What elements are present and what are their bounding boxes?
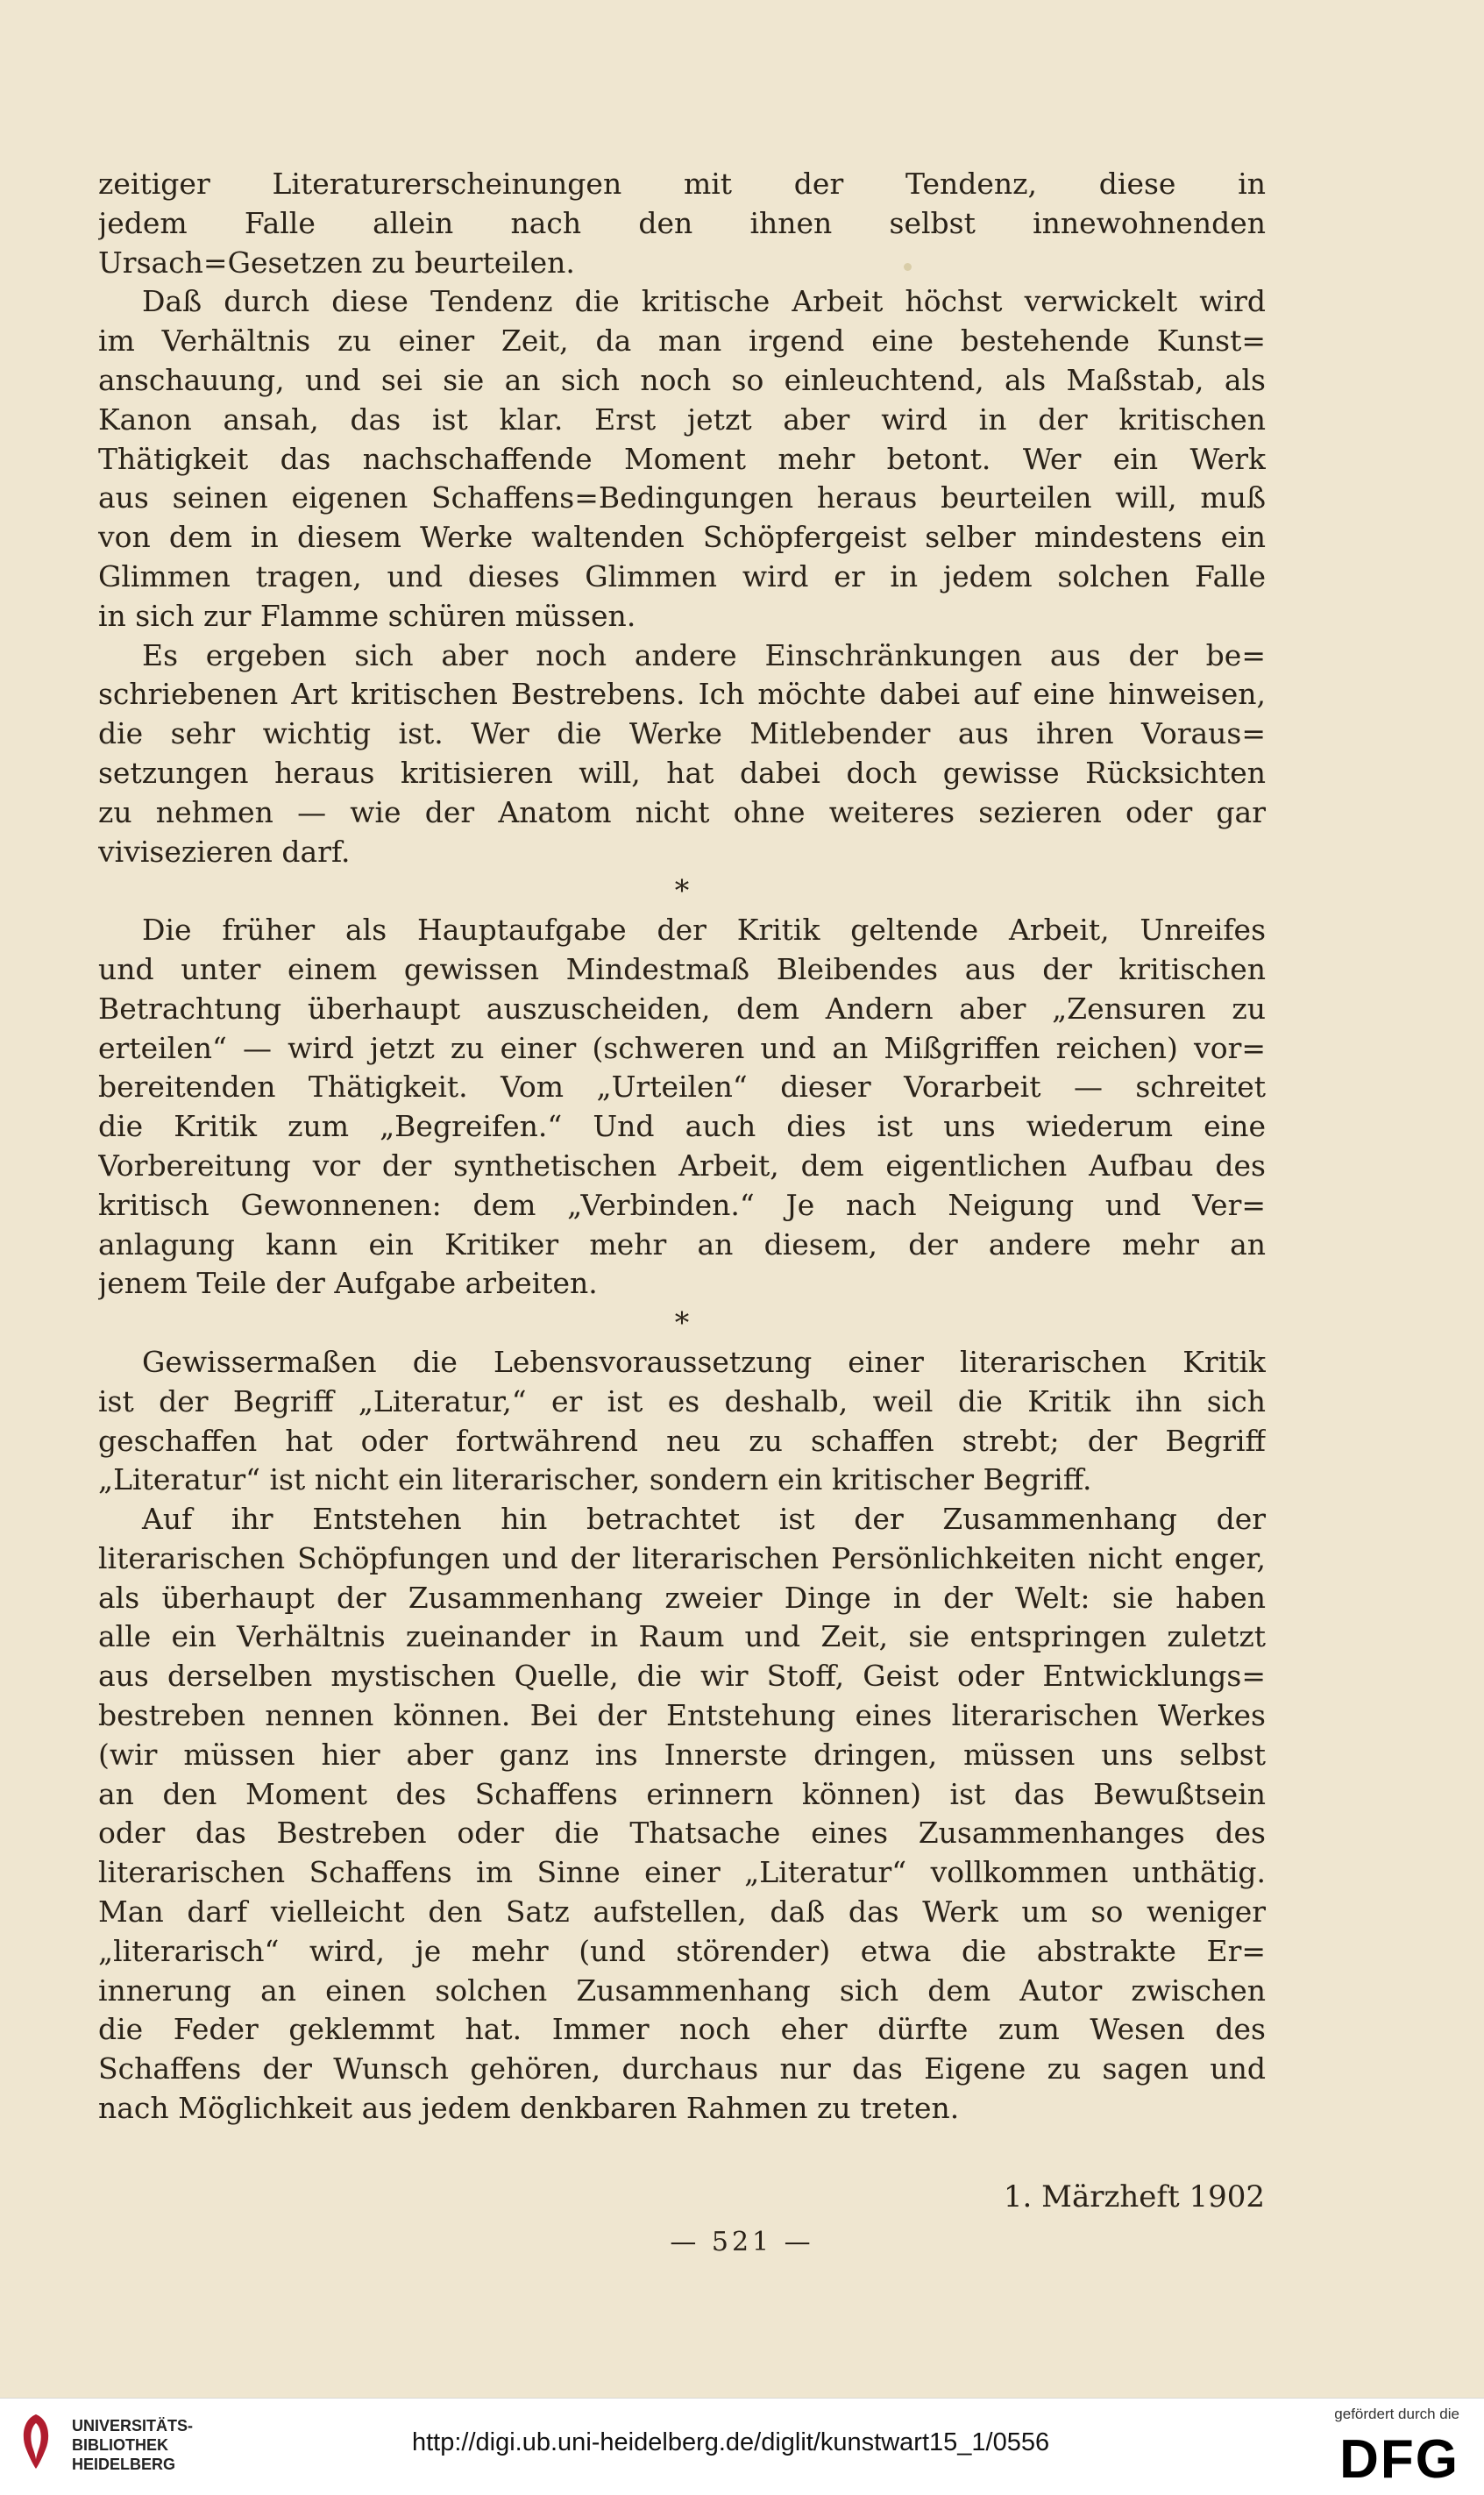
text-line: in sich zur Flamme schüren müssen.	[98, 598, 636, 633]
text-line: kritisch Gewonnenen: dem „Verbinden.“ Je nach Neigung und Ver=	[98, 1187, 1266, 1222]
text-line: die sehr wichtig ist. Wer die Werke Mitlebender aus ihren Voraus=	[98, 716, 1266, 751]
text-line: von dem in diesem Werke waltenden Schöpfergeist selber mindestens ein	[98, 520, 1266, 555]
text-line: bereitenden Thätigkeit. Vom „Urteilen“ dieser Vorarbeit — schreitet	[98, 1070, 1266, 1105]
library-name: UNIVERSITÄTS- BIBLIOTHEK HEIDELBERG	[72, 2417, 194, 2473]
text-line: literarischen Schöpfungen und der literarischen Persönlichkeiten nicht enger,	[98, 1540, 1266, 1575]
text-line: alle ein Verhältnis zueinander in Raum und Zeit, sie entspringen zuletzt	[98, 1619, 1266, 1654]
dfg-logo: DFG	[1339, 2429, 1459, 2490]
sponsor-text: gefördert durch die	[1334, 2406, 1459, 2422]
text-line: „literarisch“ wird, je mehr (und störender) etwa die abstrakte Er=	[98, 1933, 1266, 1968]
text-line: Thätigkeit das nachschaffende Moment mehr betont. Wer ein Werk	[98, 441, 1266, 476]
page-url-link[interactable]: http://digi.ub.uni-heidelberg.de/diglit/kunstwart15_1/0556	[412, 2428, 1050, 2456]
text-line: nach Möglichkeit aus jedem denkbaren Rahmen zu treten.	[98, 2091, 960, 2126]
text-line: und unter einem gewissen Mindestmaß Bleibendes aus der kritischen	[98, 951, 1266, 986]
text-line: ist der Begriff „Literatur,“ er ist es deshalb, weil die Kritik ihn sich	[98, 1383, 1266, 1418]
text-line: Auf ihr Entstehen hin betrachtet ist der Zusammenhang der	[142, 1502, 1266, 1537]
text-line: Kanon ansah, das ist klar. Erst jetzt aber wird in der kritischen	[98, 402, 1266, 437]
text-line: schriebenen Art kritischen Bestrebens. Ich möchte dabei auf eine hinweisen,	[98, 677, 1266, 712]
section-separator: *	[674, 1305, 690, 1340]
university-seal-icon	[14, 2411, 58, 2472]
text-line: erteilen“ — wird jetzt zu einer (schweren und an Mißgriffen reichen) vor=	[98, 1030, 1266, 1065]
text-line: Betrachtung überhaupt auszuscheiden, dem Andern aber „Zensuren zu	[98, 991, 1266, 1026]
section-separator: *	[674, 873, 690, 908]
text-line: Daß durch diese Tendenz die kritische Arbeit höchst verwickelt wird	[142, 284, 1266, 319]
text-line: aus derselben mystischen Quelle, die wir Stoff, Geist oder Entwicklungs=	[98, 1659, 1266, 1694]
text-line: Schaffens der Wunsch gehören, durchaus nur das Eigene zu sagen und	[98, 2051, 1266, 2086]
text-line: jedem Falle allein nach den ihnen selbst innewohnenden	[98, 205, 1266, 240]
text-line: geschaffen hat oder fortwährend neu zu schaffen strebt; der Begriff	[98, 1423, 1266, 1458]
text-line: vivisezieren darf.	[98, 834, 351, 869]
text-line: (wir müssen hier aber ganz ins Innerste dringen, müssen uns selbst	[98, 1737, 1266, 1772]
text-line: Es ergeben sich aber noch andere Einschränkungen aus der be=	[142, 637, 1266, 672]
text-line: die Kritik zum „Begreifen.“ Und auch dies ist uns wiederum eine	[98, 1109, 1266, 1144]
text-line: im Verhältnis zu einer Zeit, da man irgend eine bestehende Kunst=	[98, 323, 1266, 359]
text-line: Glimmen tragen, und dieses Glimmen wird er in jedem solchen Falle	[98, 558, 1266, 594]
viewer-footer-bar	[0, 2398, 1484, 2495]
text-line: jenem Teile der Aufgabe arbeiten.	[98, 1266, 598, 1301]
issue-date: 1. Märzheft 1902	[1003, 2179, 1265, 2214]
text-line: Man darf vielleicht den Satz aufstellen, daß das Werk um so weniger	[98, 1894, 1266, 1930]
text-line: anschauung, und sei sie an sich noch so einleuchtend, als Maßstab, als	[98, 362, 1266, 397]
text-line: aus seinen eigenen Schaffens=Bedingungen heraus beurteilen will, muß	[98, 480, 1266, 515]
text-line: oder das Bestreben oder die Thatsache eines Zusammenhanges des	[98, 1816, 1266, 1851]
text-line: die Feder geklemmt hat. Immer noch eher dürfte zum Wesen des	[98, 2012, 1266, 2047]
page-number: — 521 —	[670, 2227, 814, 2257]
text-line: zeitiger Literaturerscheinungen mit der Tendenz, diese in	[98, 167, 1266, 201]
text-line: an den Moment des Schaffens erinnern können) ist das Bewußtsein	[98, 1776, 1266, 1811]
text-line: anlagung kann ein Kritiker mehr an diesem, der andere mehr an	[98, 1226, 1266, 1262]
text-line: Ursach=Gesetzen zu beurteilen.	[98, 245, 575, 280]
text-line: Vorbereitung vor der synthetischen Arbeit, dem eigentlichen Aufbau des	[98, 1148, 1266, 1183]
text-line: als überhaupt der Zusammenhang zweier Dinge in der Welt: sie haben	[98, 1580, 1266, 1615]
text-line: Gewissermaßen die Lebensvoraussetzung einer literarischen Kritik	[142, 1344, 1266, 1379]
text-line: innerung an einen solchen Zusammenhang sich dem Autor zwischen	[98, 1973, 1266, 2008]
page-body	[98, 165, 1266, 2129]
text-line: literarischen Schaffens im Sinne einer „Literatur“ vollkommen unthätig.	[98, 1855, 1266, 1890]
text-line: Die früher als Hauptaufgabe der Kritik geltende Arbeit, Unreifes	[142, 913, 1266, 948]
text-line: bestreben nennen können. Bei der Entstehung eines literarischen Werkes	[98, 1698, 1266, 1733]
text-line: zu nehmen — wie der Anatom nicht ohne weiteres sezieren oder gar	[98, 794, 1266, 829]
text-line: „Literatur“ ist nicht ein literarischer, sondern ein kritischer Begriff.	[98, 1462, 1092, 1497]
text-line: setzungen heraus kritisieren will, hat dabei doch gewisse Rücksichten	[98, 755, 1266, 790]
